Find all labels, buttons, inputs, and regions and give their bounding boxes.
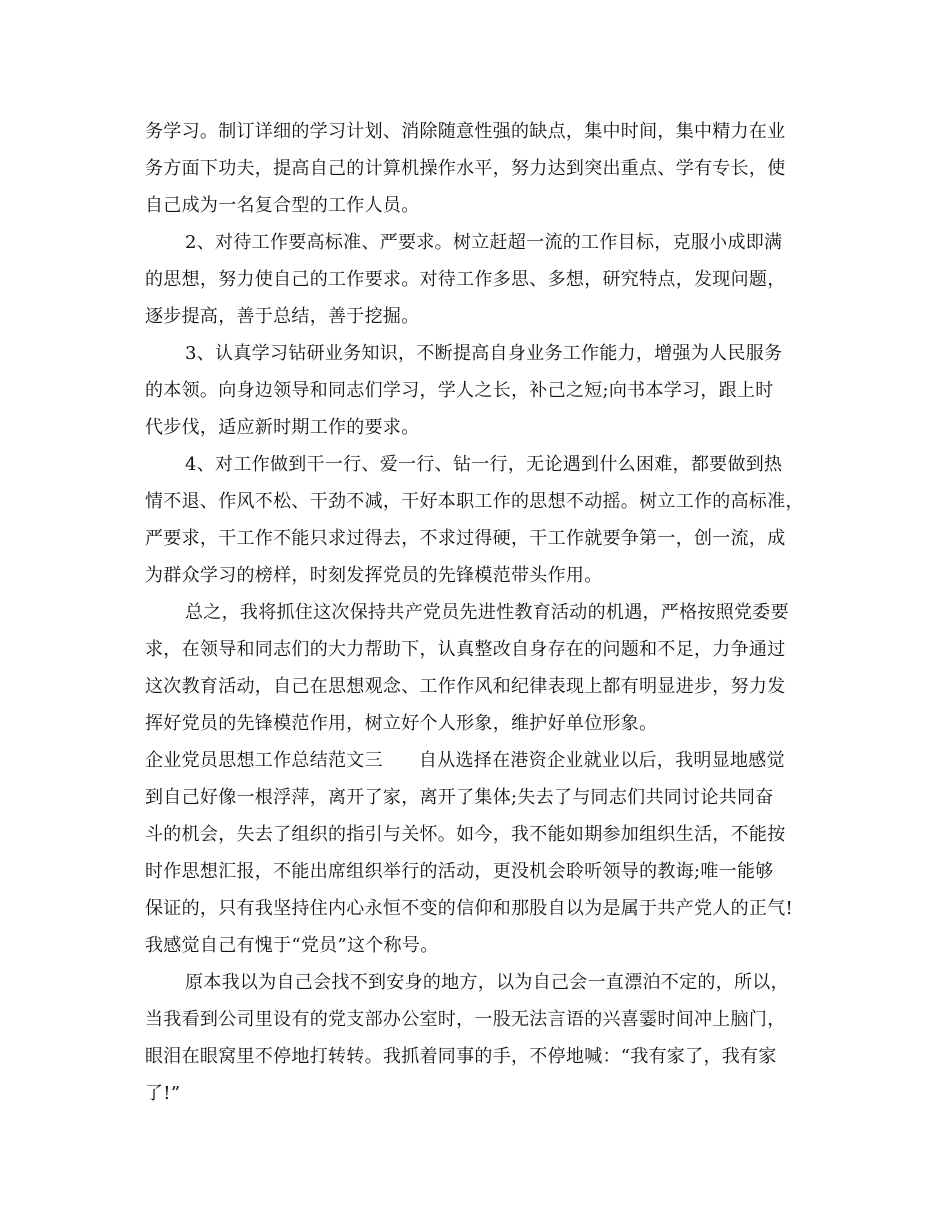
paragraph-line: 挥好党员的先锋模范作用，树立好个人形象，维护好单位形象。 xyxy=(145,713,658,734)
paragraph-line: 代步伐，适应新时期工作的要求。 xyxy=(145,417,420,438)
paragraph-line: 务方面下功夫，提高自己的计算机操作水平，努力达到突出重点、学有专长，使 xyxy=(145,158,786,179)
paragraph-line: 的本领。向身边领导和同志们学习，学人之长，补己之短;向书本学习，跟上时 xyxy=(145,380,774,401)
summary-paragraph-line: 总之，我将抓住这次保持共产党员先进性教育活动的机遇，严格按照党委要 xyxy=(185,602,789,623)
list-item-2-line: 2、对待工作要高标准、严要求。树立赶超一流的工作目标，克服小成即满 xyxy=(185,232,783,253)
section-heading: 企业党员思想工作总结范文三 xyxy=(145,750,383,771)
paragraph-line: 斗的机会，失去了组织的指引与关怀。如今，我不能如期参加组织生活，不能按 xyxy=(145,824,786,845)
paragraph-line: 这次教育活动，自己在思想观念、工作作风和纪律表现上都有明显进步，努力发 xyxy=(145,676,786,697)
paragraph-line: 务学习。制订详细的学习计划、消除随意性强的缺点，集中时间，集中精力在业 xyxy=(145,121,786,142)
paragraph-line: 我感觉自己有愧于“党员”这个称号。 xyxy=(145,935,439,956)
paragraph-line: 严要求，干工作不能只求过得去，不求过得硬，干工作就要争第一，创一流，成 xyxy=(145,528,786,549)
paragraph-line: 的思想，努力使自己的工作要求。对待工作多思、多想，研究特点，发现问题， xyxy=(145,269,786,290)
paragraph-line: 逐步提高，善于总结，善于挖掘。 xyxy=(145,306,420,327)
paragraph-line: 到自己好像一根浮萍，离开了家，离开了集体;失去了与同志们共同讨论共同奋 xyxy=(145,787,774,808)
paragraph-line: 时作思想汇报，不能出席组织举行的活动，更没机会聆听领导的教诲;唯一能够 xyxy=(145,861,774,882)
paragraph-line: 情不退、作风不松、干劲不减，干好本职工作的思想不动摇。树立工作的高标准， xyxy=(145,491,804,512)
list-item-3-line: 3、认真学习钻研业务知识，不断提高自身业务工作能力，增强为人民服务 xyxy=(185,343,783,364)
paragraph-line: 求，在领导和同志们的大力帮助下，认真整改自身存在的问题和不足，力争通过 xyxy=(145,639,786,660)
paragraph-line: 原本我以为自己会找不到安身的地方，以为自己会一直漂泊不定的，所以， xyxy=(185,972,789,993)
paragraph-line: 为群众学习的榜样，时刻发挥党员的先锋模范带头作用。 xyxy=(145,565,603,586)
paragraph-line: 了!” xyxy=(145,1083,181,1104)
section-heading-line xyxy=(145,746,815,776)
paragraph-line: 眼泪在眼窝里不停地打转转。我抓着同事的手，不停地喊：“我有家了，我有家 xyxy=(145,1046,777,1067)
list-item-4-line: 4、对工作做到干一行、爱一行、钻一行，无论遇到什么困难，都要做到热 xyxy=(185,454,783,475)
paragraph-line: 自己成为一名复合型的工作人员。 xyxy=(145,195,420,216)
section-intro-text: 自从选择在港资企业就业以后，我明显地感觉 xyxy=(418,750,785,771)
paragraph-line: 保证的，只有我坚持住内心永恒不变的信仰和那股自以为是属于共产党人的正气! xyxy=(145,898,794,919)
paragraph-line: 当我看到公司里设有的党支部办公室时，一股无法言语的兴喜霎时间冲上脑门， xyxy=(145,1009,786,1030)
